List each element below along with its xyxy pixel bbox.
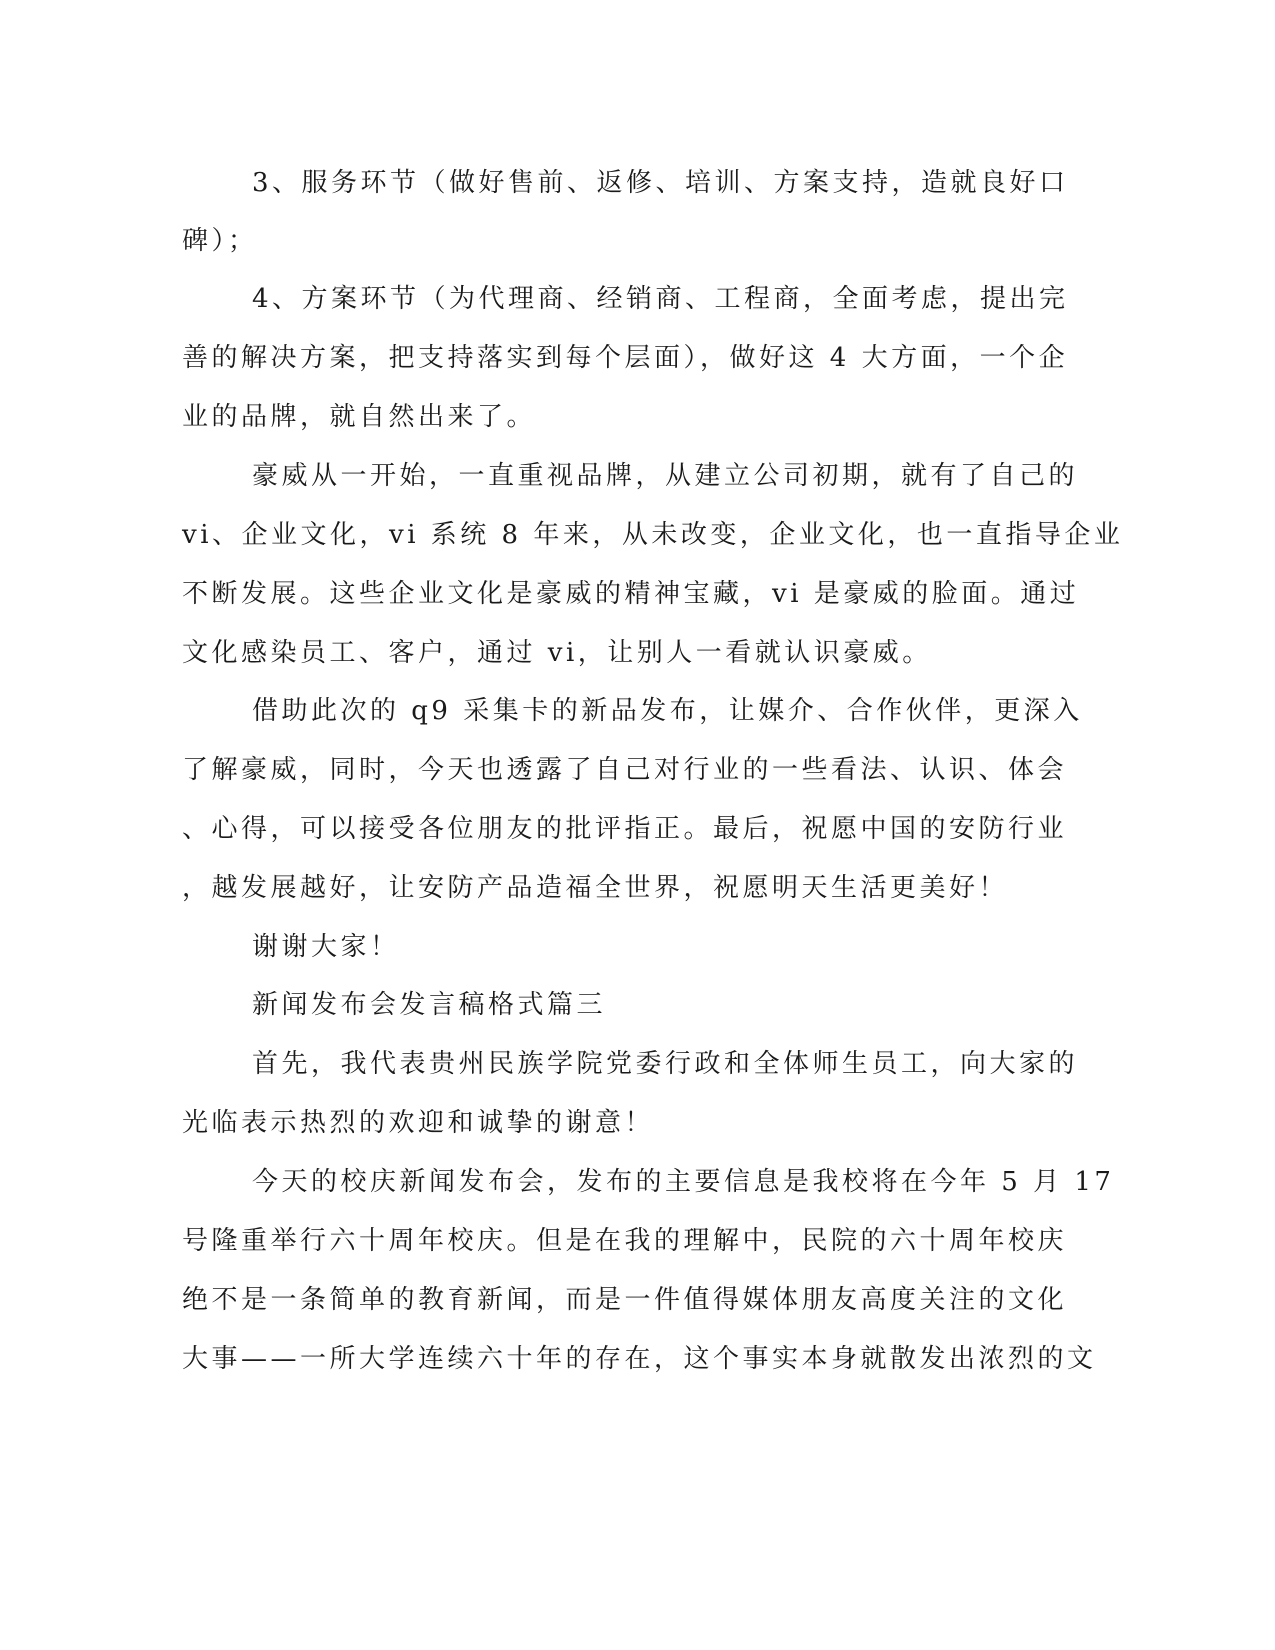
text-line: ，越发展越好，让安防产品造福全世界，祝愿明天生活更美好！ [182,873,1009,903]
text-line: 豪威从一开始，一直重视品牌，从建立公司初期，就有了自己的 [252,461,1079,491]
text-line: 了解豪威，同时，今天也透露了自己对行业的一些看法、认识、体会 [182,755,1068,785]
text-line: 今天的校庆新闻发布会，发布的主要信息是我校将在今年 5 月 17 [252,1167,1115,1197]
section-heading: 新闻发布会发言稿格式篇三 [252,990,607,1020]
text-line: 文化感染员工、客户，通过 vi，让别人一看就认识豪威。 [182,638,932,668]
text-line: vi、企业文化，vi 系统 8 年来，从未改变，企业文化，也一直指导企业 [182,520,1124,550]
text-line: 大事——一所大学连续六十年的存在，这个事实本身就散发出浓烈的文 [182,1344,1097,1374]
text-line: 业的品牌，就自然出来了。 [182,402,537,432]
text-line: 首先，我代表贵州民族学院党委行政和全体师生员工，向大家的 [252,1049,1079,1079]
text-line: 借助此次的 q9 采集卡的新品发布，让媒介、合作伙伴，更深入 [252,696,1083,726]
text-line: 、心得，可以接受各位朋友的批评指正。最后，祝愿中国的安防行业 [182,814,1068,844]
text-line: 善的解决方案，把支持落实到每个层面），做好这 4 大方面，一个企 [182,343,1069,373]
text-line: 光临表示热烈的欢迎和诚挚的谢意！ [182,1108,655,1138]
text-line: 4、方案环节（为代理商、经销商、工程商，全面考虑，提出完 [252,284,1069,314]
text-line: 碑）； [182,226,258,256]
text-line: 不断发展。这些企业文化是豪威的精神宝藏，vi 是豪威的脸面。通过 [182,579,1080,609]
text-line: 3、服务环节（做好售前、返修、培训、方案支持，造就良好口 [252,168,1069,198]
text-line: 谢谢大家！ [252,932,400,962]
text-line: 绝不是一条简单的教育新闻，而是一件值得媒体朋友高度关注的文化 [182,1285,1068,1315]
text-line: 号隆重举行六十周年校庆。但是在我的理解中，民院的六十周年校庆 [182,1226,1068,1256]
